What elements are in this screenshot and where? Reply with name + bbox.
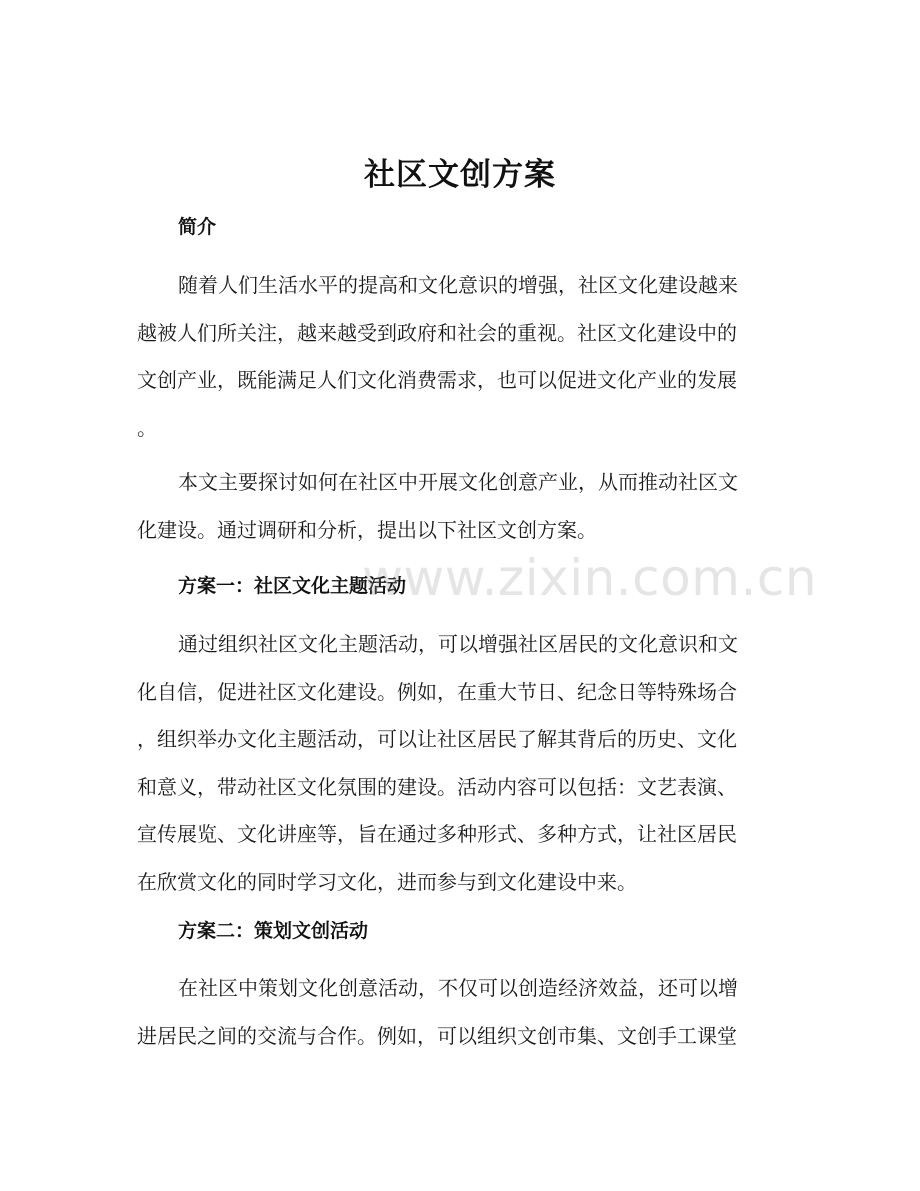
- intro-paragraph-2: [137, 459, 773, 554]
- site-watermark: www.zixin.com.cn: [362, 549, 818, 607]
- paragraph-line: 进居民之间的交流与合作。例如，可以组织文创市集、文创手工课堂: [137, 1023, 737, 1048]
- paragraph-line: 本文主要探讨如何在社区中开展文化创意产业，从而推动社区文: [178, 470, 738, 494]
- paragraph-line: 随着人们生活水平的提高和文化意识的增强，社区文化建设越来: [178, 273, 738, 297]
- paragraph-line: 通过组织社区文化主题活动，可以增强社区居民的文化意识和文: [178, 632, 738, 656]
- paragraph-line: 化建设。通过调研和分析，提出以下社区文创方案。: [137, 517, 597, 542]
- plan1-paragraph: [137, 621, 773, 906]
- paragraph-line: ，组织举办文化主题活动，可以让社区居民了解其背后的历史、文化: [137, 727, 737, 751]
- paragraph-line: 在社区中策划文化创意活动，不仅可以创造经济效益，还可以增: [178, 976, 738, 1000]
- paragraph-line: 化自信，促进社区文化建设。例如，在重大节日、纪念日等特殊场合: [137, 679, 737, 704]
- plan2-heading: 方案二：策划文创活动: [178, 920, 369, 942]
- intro-paragraph-1: [137, 262, 773, 452]
- paragraph-line: 文创产业，既能满足人们文化消费需求，也可以促进文化产业的发展: [137, 368, 737, 392]
- document-title: 社区文创方案: [364, 157, 556, 193]
- plan2-paragraph: [137, 965, 773, 1060]
- paragraph-line: 宣传展览、文化讲座等，旨在通过多种形式、多种方式，让社区居民: [137, 822, 737, 846]
- paragraph-line: 和意义，带动社区文化氛围的建设。活动内容可以包括：文艺表演、: [137, 774, 737, 799]
- paragraph-line: 在欣赏文化的同时学习文化，进而参与到文化建设中来。: [137, 869, 637, 894]
- intro-heading: 简介: [178, 216, 217, 238]
- plan1-heading: 方案一：社区文化主题活动: [178, 575, 407, 597]
- paragraph-line: 越被人们所关注，越来越受到政府和社会的重视。社区文化建设中的: [137, 320, 737, 345]
- paragraph-line: 。: [137, 415, 157, 440]
